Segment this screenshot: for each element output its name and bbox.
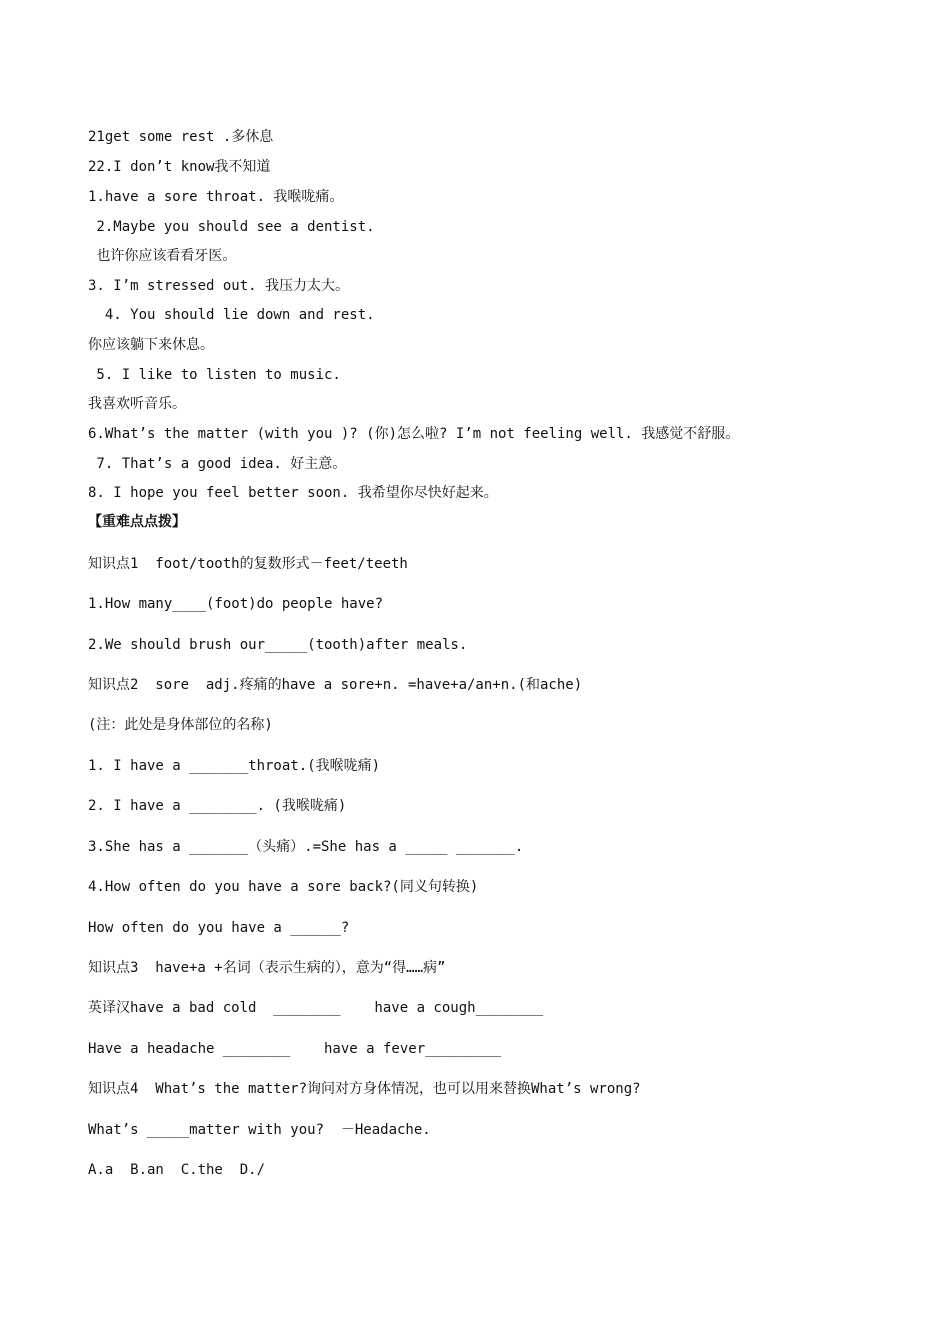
text-line: 也许你应该看看牙医。 xyxy=(88,248,237,264)
text-line: 8. I hope you feel better soon. 我希望你尽快好起来。 xyxy=(88,485,498,501)
knowledge-point-heading: 知识点2 sore adj.疼痛的have a sore+n. =have+a/an+n.(和ache) xyxy=(88,677,583,693)
text-line: 7. That’s a good idea. 好主意。 xyxy=(88,456,347,472)
text-line: 英译汉have a bad cold ________ have a cough________ xyxy=(88,1000,544,1016)
text-line: 1. I have a _______throat.(我喉咙痛) xyxy=(88,758,381,774)
knowledge-point-heading: 知识点4 What’s the matter?询问对方身体情况，也可以用来替换What’s wrong? xyxy=(88,1081,641,1097)
text-line: 2. I have a ________. (我喉咙痛) xyxy=(88,798,347,814)
text-line: 2.Maybe you should see a dentist. xyxy=(88,219,375,235)
text-line: 6.What’s the matter (with you )? (你)怎么啦? I’m not feeling well. 我感觉不舒服。 xyxy=(88,426,740,442)
text-line: 21get some rest .多休息 xyxy=(88,129,274,145)
text-line: How often do you have a ______? xyxy=(88,920,350,936)
text-line: 我喜欢听音乐。 xyxy=(88,396,186,412)
knowledge-point-heading: 知识点3 have+a +名词（表示生病的），意为“得……病” xyxy=(88,960,446,976)
text-line: 4.How often do you have a sore back?(同义句转换) xyxy=(88,879,479,895)
text-line: 1.have a sore throat. 我喉咙痛。 xyxy=(88,189,344,205)
text-line: 22.I don’t know我不知道 xyxy=(88,159,271,175)
text-line: (注：此处是身体部位的名称) xyxy=(88,717,273,733)
section-heading: 【重难点点拨】 xyxy=(88,514,186,530)
text-line: What’s _____matter with you? －Headache. xyxy=(88,1122,431,1138)
text-line: 4. You should lie down and rest. xyxy=(88,307,375,323)
text-line: 3. I’m stressed out. 我压力太大。 xyxy=(88,278,350,294)
text-line: 3.She has a _______（头痛）.=She has a _____ _______. xyxy=(88,839,524,855)
knowledge-point-heading: 知识点1 foot/tooth的复数形式－feet/teeth xyxy=(88,556,408,572)
text-line: 2.We should brush our_____(tooth)after meals. xyxy=(88,637,468,653)
text-line: 5. I like to listen to music. xyxy=(88,367,341,383)
text-line: 1.How many____(foot)do people have? xyxy=(88,596,384,612)
text-line: 你应该躺下来休息。 xyxy=(88,337,214,353)
answer-options: A.a B.an C.the D./ xyxy=(88,1162,266,1178)
text-line: Have a headache ________ have a fever_________ xyxy=(88,1041,502,1057)
